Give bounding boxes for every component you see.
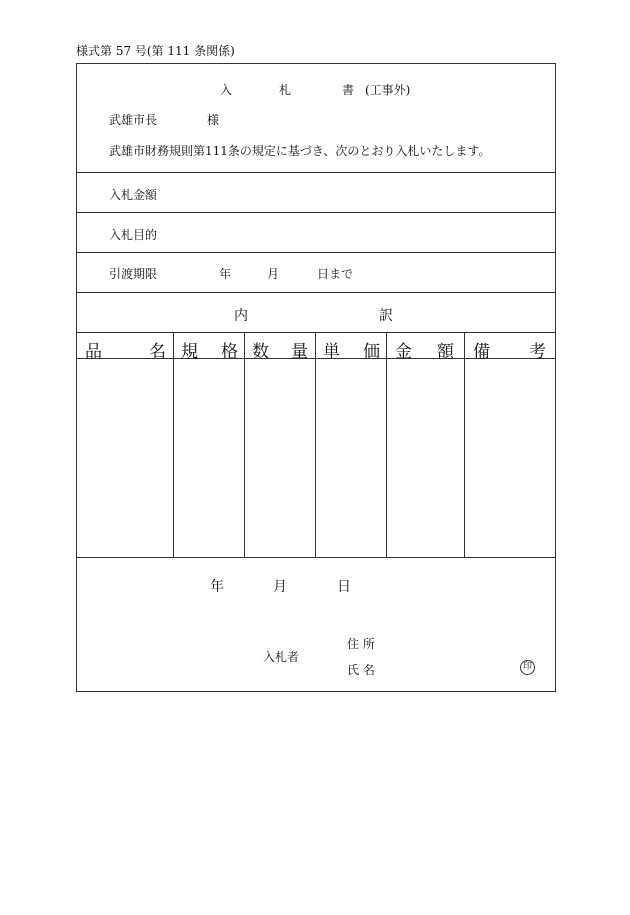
col-remarks-b: 考 — [529, 342, 546, 362]
col-amount-a: 金 — [395, 342, 412, 362]
col-qty-a: 数 — [252, 342, 269, 362]
deadline-month: 月 — [267, 267, 280, 281]
addressee-mayor: 武雄市長 — [109, 113, 158, 127]
col-unit-price-b: 価 — [363, 342, 380, 362]
addressee-honorific: 様 — [207, 113, 220, 127]
delivery-deadline-label: 引渡期限 — [109, 267, 158, 281]
bidder-label: 入札者 — [263, 650, 300, 664]
col-item-name-a: 品 — [85, 342, 102, 362]
declaration-text: 武雄市財務規則第111条の規定に基づき、次のとおり入札いたします。 — [109, 144, 491, 158]
title-char-3: 書 — [342, 83, 355, 97]
title-char-2: 札 — [279, 83, 292, 97]
col-qty-b: 量 — [291, 342, 308, 362]
bidder-address: 住 所 — [347, 637, 375, 651]
col-spec-b: 格 — [221, 342, 238, 362]
breakdown-char-2: 訳 — [379, 308, 393, 324]
bid-purpose-label: 入札目的 — [109, 228, 158, 242]
date-year: 年 — [210, 579, 224, 595]
date-day: 日 — [337, 579, 351, 595]
title-char-1: 入 — [220, 83, 233, 97]
deadline-year: 年 — [219, 267, 232, 281]
bidder-name: 氏 名 — [347, 663, 375, 677]
col-amount-b: 額 — [437, 342, 454, 362]
breakdown-char-1: 内 — [234, 308, 248, 324]
seal-mark: 印 — [520, 660, 535, 675]
form-number: 様式第 57 号(第 111 条関係) — [76, 44, 235, 58]
bid-amount-label: 入札金額 — [109, 188, 158, 202]
date-month: 月 — [273, 579, 287, 595]
col-remarks-a: 備 — [473, 342, 490, 362]
bid-form — [76, 63, 556, 692]
col-spec-a: 規 — [181, 342, 198, 362]
col-item-name-b: 名 — [149, 342, 166, 362]
title-suffix: (工事外) — [365, 83, 411, 97]
col-unit-price-a: 単 — [323, 342, 340, 362]
deadline-day: 日まで — [317, 267, 354, 281]
